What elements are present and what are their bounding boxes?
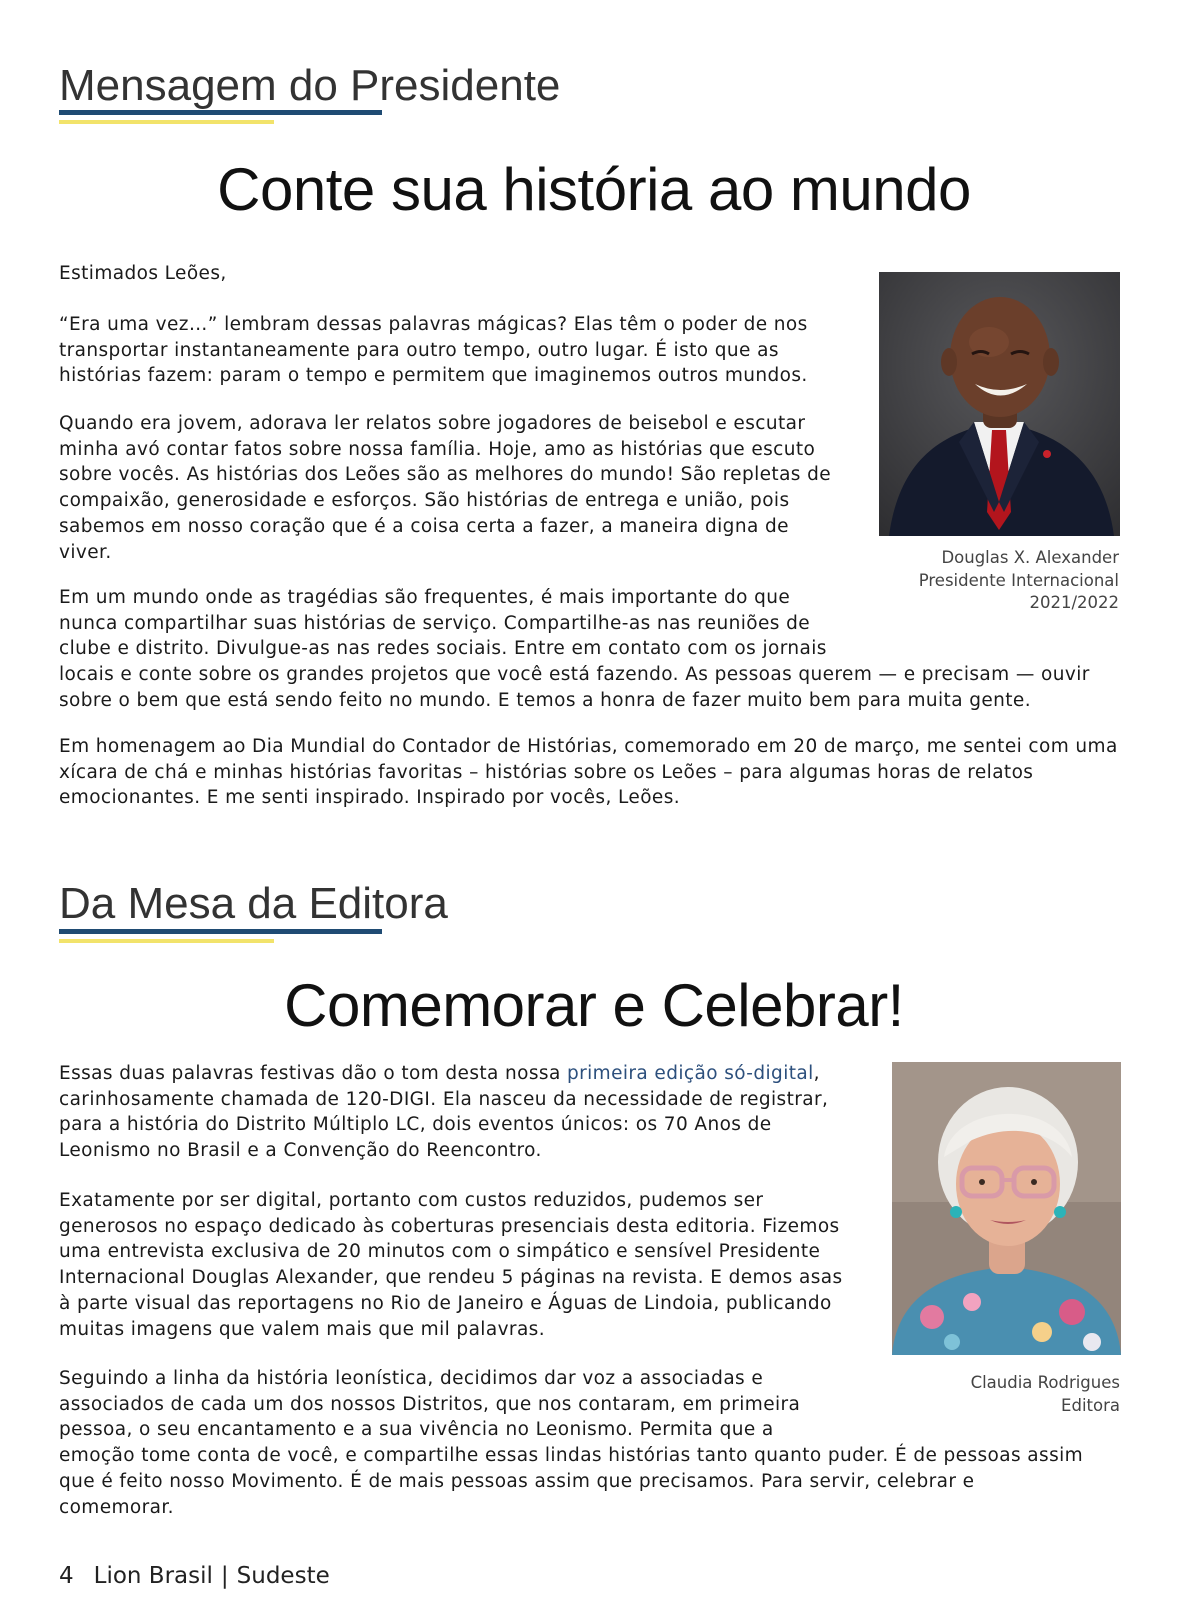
president-role: Presidente Internacional xyxy=(918,570,1119,590)
president-name: Douglas X. Alexander xyxy=(941,548,1119,567)
president-paragraph-1: “Era uma vez…” lembram dessas palavras mágicas? Elas têm o poder de nos transportar instantaneamente para outro tempo, outro lugar. É isto que as histórias fazem: param o tempo e permitem que imaginemos outros mundos. xyxy=(59,314,808,387)
president-headline: Conte sua história ao mundo xyxy=(217,156,971,223)
president-portrait-illustration xyxy=(879,272,1120,536)
editor-headline: Comemorar e Celebrar! xyxy=(284,972,904,1039)
editor-title-underline-blue xyxy=(59,929,382,934)
page-number: 4 xyxy=(59,1563,74,1589)
editor-portrait-illustration xyxy=(892,1062,1121,1355)
president-photo-caption xyxy=(880,547,1119,615)
publication-name: Lion Brasil xyxy=(93,1563,213,1589)
editor-title-underline-yellow xyxy=(59,939,274,943)
editor-photo-caption xyxy=(880,1372,1120,1417)
president-section-title: Mensagem do Presidente xyxy=(59,61,561,110)
page-footer xyxy=(59,1563,330,1589)
editor-paragraph-1 xyxy=(59,1061,849,1164)
editor-role: Editora xyxy=(1061,1395,1120,1415)
editor-name: Claudia Rodrigues xyxy=(970,1373,1120,1392)
editor-paragraph-2: Exatamente por ser digital, portanto com custos reduzidos, pudemos ser generosos no espaço dedicado às coberturas presenciais desta editoria. Fizemos uma entrevista exclusiva de 20 minutos com o simpático e sensível Presidente Internacional Douglas Alexander, que rendeu 5 páginas na revista. E demos asas à parte visual das reportagens no Rio de Janeiro e Águas de Lindoia, publicando muitas imagens que valem mais que mil palavras. xyxy=(59,1190,843,1340)
president-term: 2021/2022 xyxy=(1029,593,1119,612)
president-paragraph-2: Quando era jovem, adorava ler relatos sobre jogadores de beisebol e escutar minha avó contar fatos sobre nossa família. Hoje, amo as histórias que escuto sobre vocês. As histórias dos Leões são as melhores do mundo! São repletas de compaixão, generosidade e esforços. São histórias de entrega e união, pois sabemos em nosso coração que é a coisa certa a fazer, a maneira digna de viver. xyxy=(59,413,832,563)
president-greeting: Estimados Leões, xyxy=(59,263,227,284)
editor-photo xyxy=(892,1062,1121,1355)
editor-paragraph-1-text-b: , carinhosamente chamada de 120-DIGI. Ela nasceu da necessidade de registrar, para a história do Distrito Múltiplo LC, dois eventos únicos: os 70 Anos de Leonismo no Brasil e a Convenção do Reencontro. xyxy=(59,1063,829,1162)
president-paragraph-4: Em homenagem ao Dia Mundial do Contador de Histórias, comemorado em 20 de março, me sentei com uma xícara de chá e minhas histórias favoritas – histórias sobre os Leões – para algumas horas de relatos emocionantes. E me senti inspirado. Inspirado por vocês, Leões. xyxy=(59,736,1118,809)
president-paragraph-3-text: Em um mundo onde as tragédias são frequentes, é mais importante do que nunca compartilhar suas histórias de serviço. Compartilhe-as nas reuniões de clube e distrito. Divulgue-as nas redes sociais. Entre em contato com os jornais locais e conte sobre os grandes projetos que você está fazendo. As pessoas querem — e precisam — ouvir sobre o bem que está sendo feito no mundo. E temos a honra de fazer muito bem para muita gente. xyxy=(59,587,1090,711)
president-photo xyxy=(879,272,1120,536)
editor-section-title: Da Mesa da Editora xyxy=(59,879,448,928)
president-title-underline-yellow xyxy=(59,120,274,124)
region-name: Sudeste xyxy=(236,1563,330,1589)
editor-paragraph-3-text: Seguindo a linha da história leonística, decidimos dar voz a associadas e associados de cada um dos nossos Distritos, que nos contaram, em primeira pessoa, o seu encantamento e a sua vivência no Leonismo. Permita que a emoção tome conta de você, e compartilhe essas lindas histórias tanto quanto puder. É de pessoas assim que é feito nosso Movimento. É de mais pessoas assim que precisamos. Para servir, celebrar e comemorar. xyxy=(59,1368,1084,1518)
first-digital-edition-link[interactable]: primeira edição só-digital xyxy=(566,1063,814,1084)
president-title-underline-blue xyxy=(59,110,382,115)
footer-separator: | xyxy=(220,1563,229,1589)
editor-paragraph-1-text-a: Essas duas palavras festivas dão o tom desta nossa xyxy=(59,1063,567,1084)
